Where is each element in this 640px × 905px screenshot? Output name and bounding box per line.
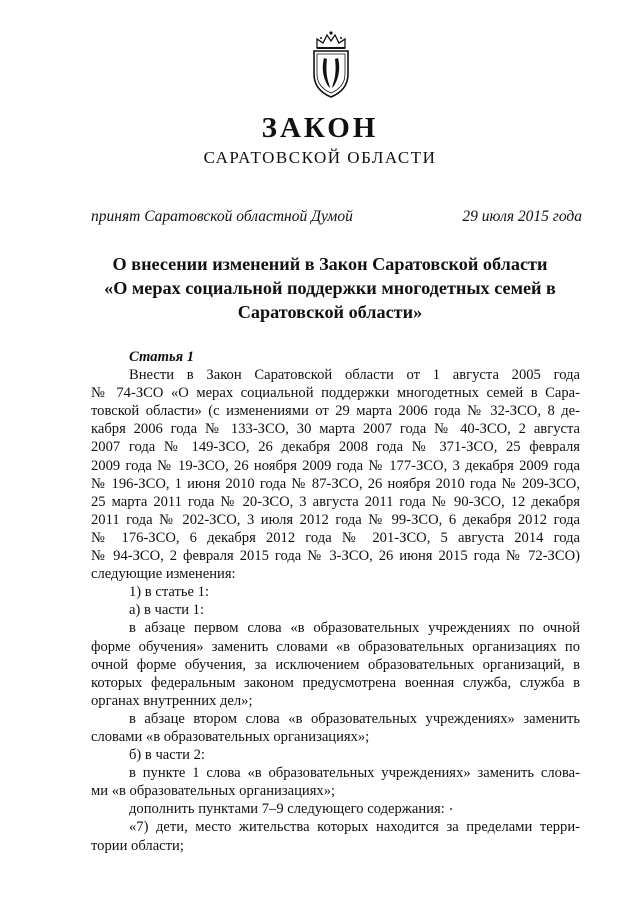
heading-line: «О мерах социальной поддержки многодетных семей в [104, 278, 556, 298]
body-line: № 176-ЗСО, 6 декабря 2012 года № 201-ЗСО, 5 августа 2014 года [91, 529, 580, 546]
body-line: «7) дети, место жительства которых находится за пределами терри- [129, 819, 580, 836]
article-body [91, 348, 580, 855]
law-title: ЗАКОН [261, 112, 379, 144]
body-line: ми «в образовательных организациях»; [91, 783, 336, 800]
body-line: № 94-ЗСО, 2 февраля 2015 года № 3-ЗСО, 26 июня 2015 года № 72-ЗСО) [91, 548, 580, 565]
body-line: кабря 2006 года № 133-ЗСО, 30 марта 2007 года № 40-ЗСО, 2 августа [91, 421, 580, 438]
adoption-text: принят Саратовской областной Думой [91, 208, 353, 225]
region-name: САРАТОВСКОЙ ОБЛАСТИ [203, 148, 437, 167]
body-line: № 196-ЗСО, 1 июня 2010 года № 87-ЗСО, 26 ноября 2010 года № 209-ЗСО, [91, 475, 580, 492]
body-line: тории области; [91, 837, 184, 854]
body-line: а) в части 1: [129, 602, 205, 619]
body-line: Внести в Закон Саратовской области от 1 августа 2005 года [129, 367, 580, 384]
body-line: которых федеральным законом предусмотрена военная служба, служба в [91, 674, 580, 691]
body-line: форме обучения» заменить словами «в образовательных организациях по [91, 638, 580, 655]
body-line: в абзаце втором слова «в образовательных учреждениях» заменить [129, 710, 580, 727]
document-heading [80, 252, 580, 324]
scan-speck [450, 808, 452, 810]
body-line: в абзаце первом слова «в образовательных учреждениях по очной [129, 620, 580, 637]
heading-line: Саратовской области» [237, 302, 423, 322]
body-line: 2011 года № 202-ЗСО, 3 июля 2012 года № 99-ЗСО, 6 декабря 2012 года [91, 511, 580, 528]
body-line: 25 марта 2011 года № 20-ЗСО, 3 августа 2011 года № 90-ЗСО, 12 декабря [91, 493, 580, 510]
body-line: очной форме обучения, за исключением образовательных организаций, в [91, 656, 580, 673]
article-label: Статья 1 [129, 349, 195, 365]
body-line: 1) в статье 1: [129, 584, 209, 601]
body-line: товской области» (с изменениями от 29 марта 2006 года № 32-ЗСО, 8 де- [91, 403, 580, 420]
saratov-coat-of-arms-icon [309, 30, 353, 100]
body-line: органах внутренних дел»; [91, 692, 253, 709]
body-line: 2007 года № 149-ЗСО, 26 декабря 2008 года № 371-ЗСО, 25 февраля [91, 439, 580, 456]
adoption-date: 29 июля 2015 года [462, 208, 582, 225]
body-line: № 74-ЗСО «О мерах социальной поддержки многодетных семей в Сара- [91, 385, 580, 402]
heading-line: О внесении изменений в Закон Саратовской области [112, 254, 548, 274]
body-line: следующие изменения: [91, 566, 236, 583]
body-line: б) в части 2: [129, 747, 205, 764]
body-line: словами «в образовательных организациях»; [91, 728, 370, 745]
body-line: 2009 года № 19-ЗСО, 26 ноября 2009 года № 177-ЗСО, 3 декабря 2009 года [91, 457, 580, 474]
body-line: в пункте 1 слова «в образовательных учреждениях» заменить слова- [129, 765, 580, 782]
body-line: дополнить пунктами 7–9 следующего содержания: [129, 801, 445, 818]
